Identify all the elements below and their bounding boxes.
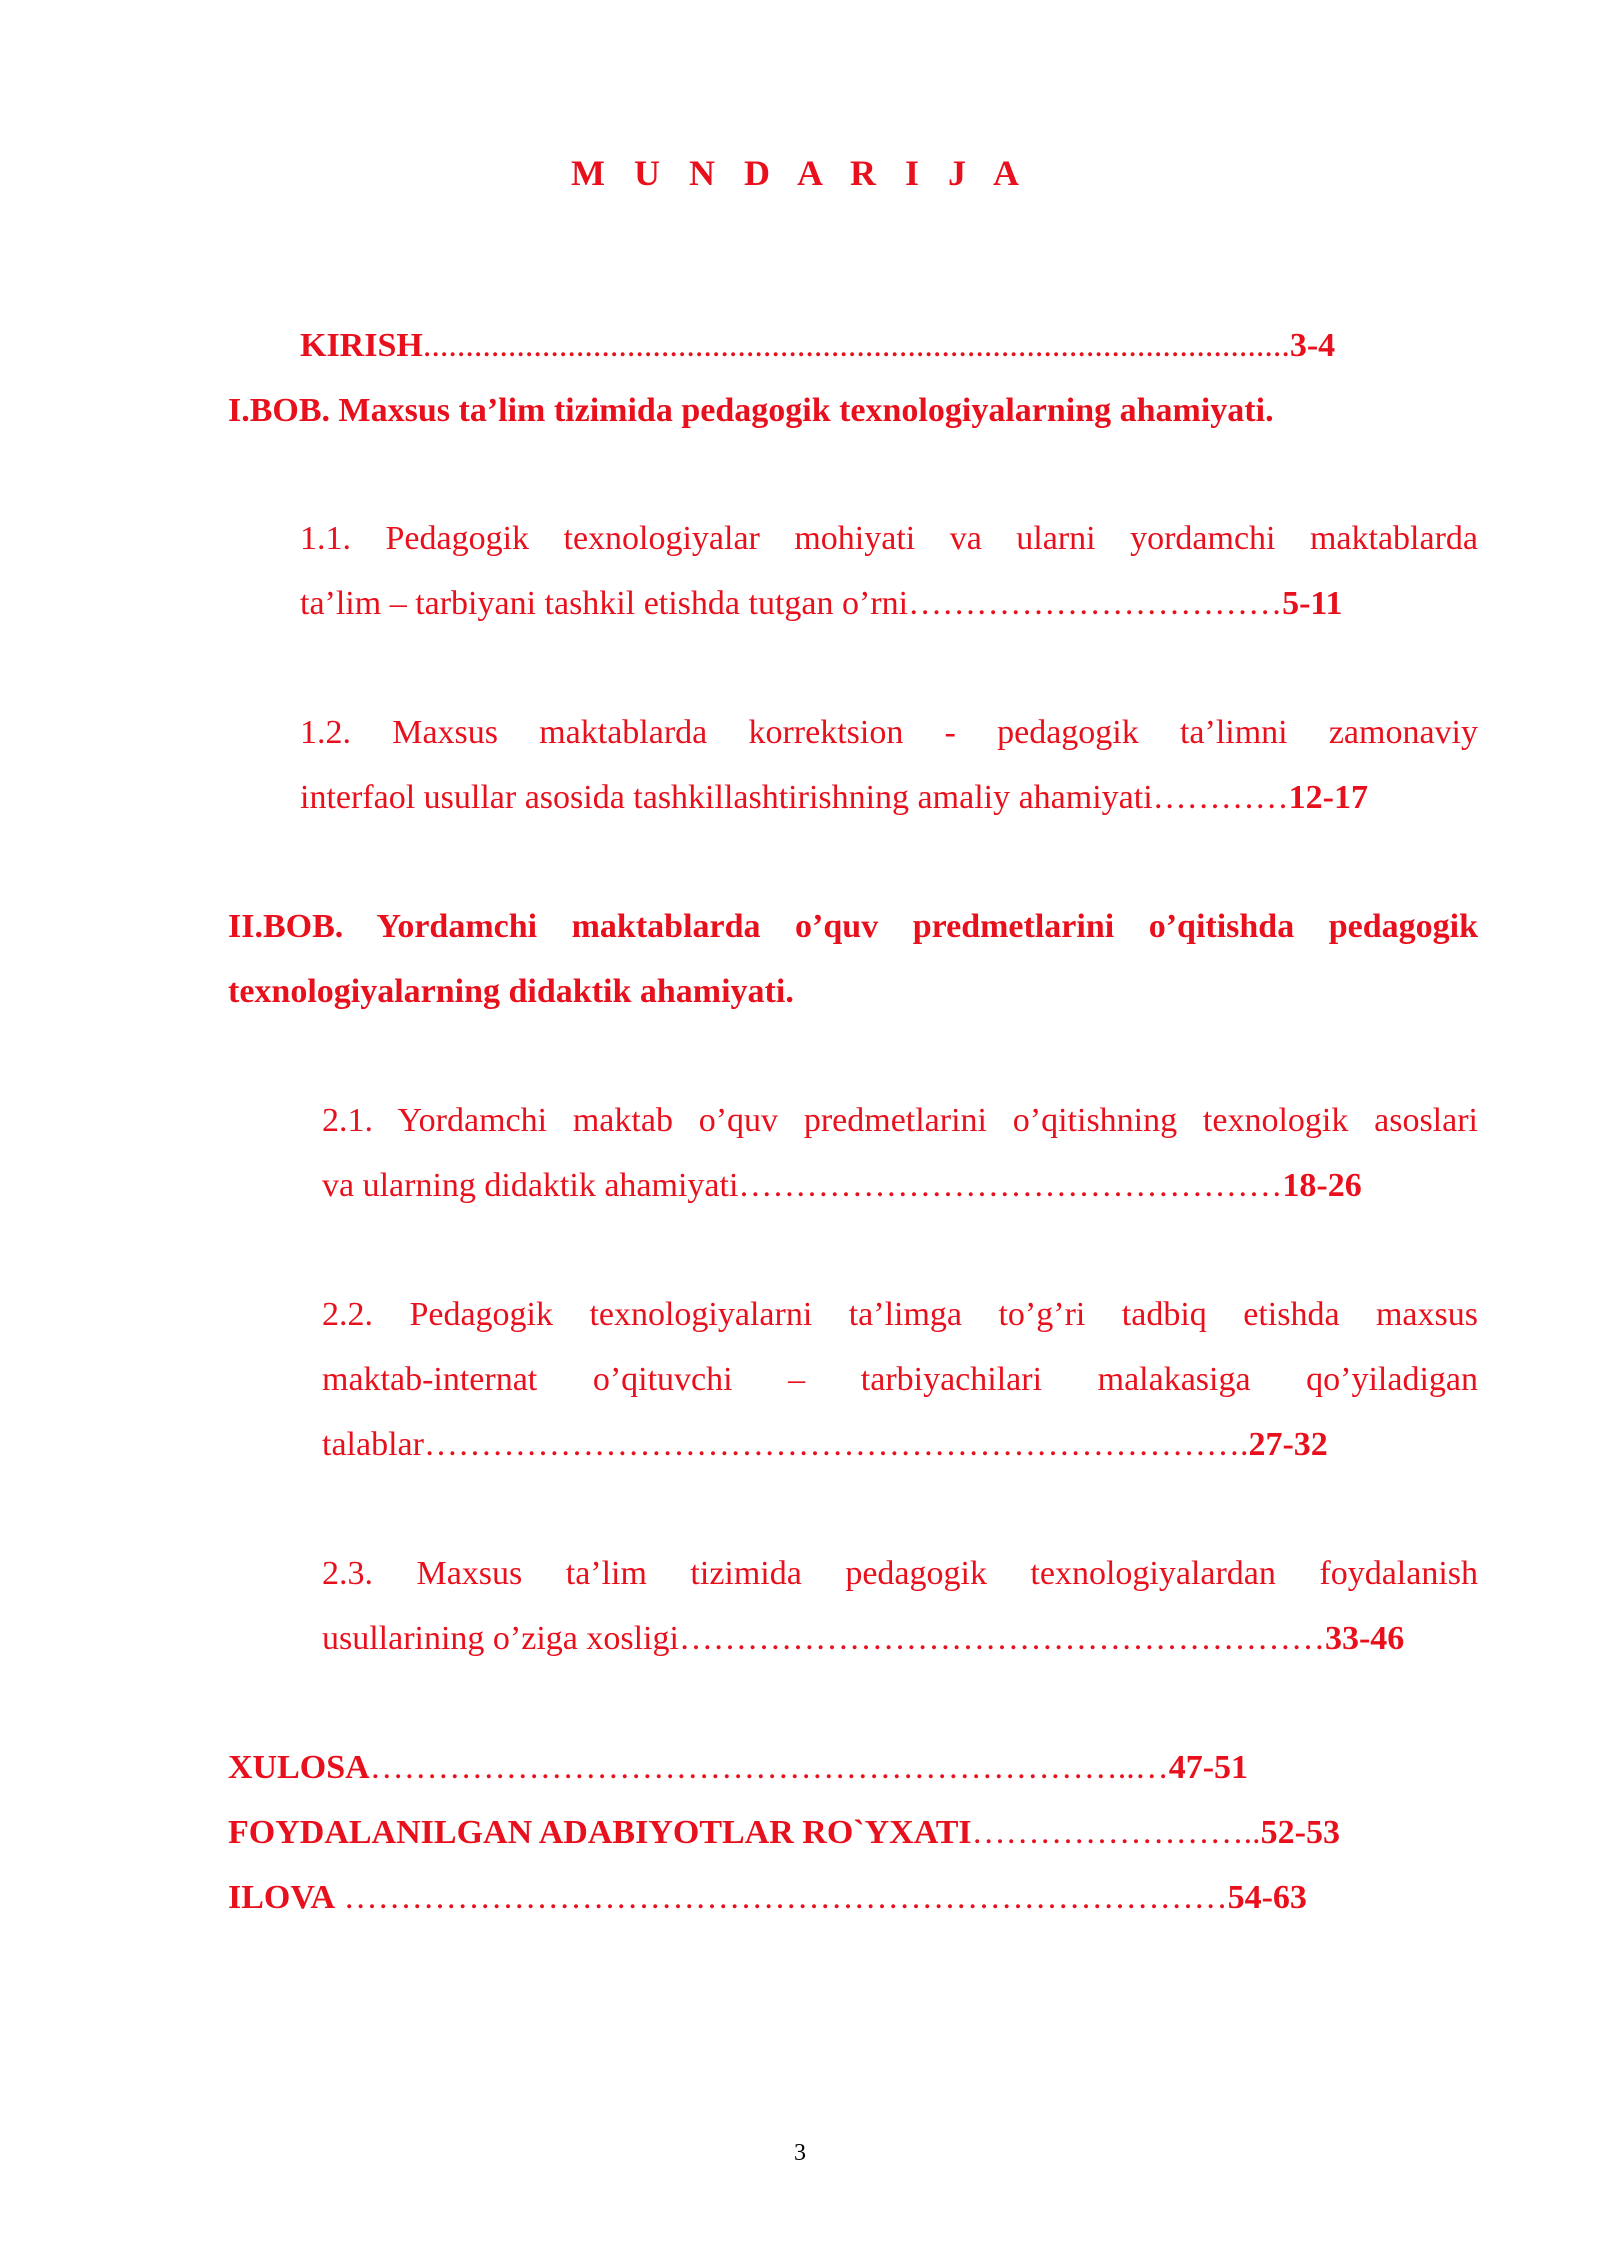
toc-section-2-2-line1: 2.2. Pedagogik texnologiyalarni ta’limga to’g’ri tadbiq etishda maxsus <box>322 1296 1478 1333</box>
toc-entry-ilova <box>228 1877 1307 1919</box>
toc-page: 18-26 <box>1282 1167 1362 1204</box>
toc-dots: ………………………………………………… <box>678 1620 1325 1657</box>
toc-section-2-1-line1: 2.1. Yordamchi maktab o’quv predmetlarini o’qitishning texnologik asoslari <box>322 1102 1478 1139</box>
toc-page: 33-46 <box>1324 1620 1405 1657</box>
toc-page: 54-63 <box>1227 1879 1307 1916</box>
toc-dots: …………………………………………………………..… <box>369 1749 1169 1786</box>
toc-text: talablar <box>322 1426 424 1463</box>
toc-section-2-3-line2 <box>322 1618 1404 1660</box>
toc-page: 52-53 <box>1260 1814 1340 1851</box>
toc-section-1-2-line2 <box>300 777 1368 819</box>
toc-section-2-1-line2 <box>322 1165 1362 1207</box>
page-title: M U N D A R I J A <box>570 153 1030 193</box>
toc-section-2-2-line2: maktab-internat o’qituvchi – tarbiyachilari malakasiga qo’yiladigan <box>322 1361 1478 1398</box>
toc-dots: ...................................................................................................... <box>422 327 1290 364</box>
toc-page: 5-11 <box>1282 585 1343 622</box>
toc-page: 3-4 <box>1289 327 1336 364</box>
toc-chapter-2-line2: texnologiyalarning didaktik ahamiyati. <box>228 973 794 1010</box>
toc-dots: …………………….. <box>971 1814 1261 1851</box>
toc-label: ILOVA <box>228 1879 336 1916</box>
toc-label: XULOSA <box>228 1749 370 1786</box>
toc-section-1-1-line1: 1.1. Pedagogik texnologiyalar mohiyati va ularni yordamchi maktablarda <box>300 520 1478 557</box>
toc-entry-references <box>228 1812 1340 1854</box>
toc-page: 47-51 <box>1168 1749 1249 1786</box>
page-number: 3 <box>794 2140 806 2166</box>
toc-label: FOYDALANILGAN ADABIYOTLAR RO`YXATI <box>228 1814 972 1851</box>
toc-dots: ………… <box>1152 779 1289 816</box>
toc-text: va ularning didaktik ahamiyati <box>322 1167 739 1204</box>
toc-dots: …………………………… <box>908 585 1283 622</box>
toc-section-1-1-line2 <box>300 583 1343 625</box>
toc-page: 12-17 <box>1288 779 1368 816</box>
toc-dots: ………………………………………… <box>738 1167 1283 1204</box>
toc-section-2-3-line1: 2.3. Maxsus ta’lim tizimida pedagogik texnologiyalardan foydalanish <box>322 1555 1478 1592</box>
toc-entry-xulosa <box>228 1747 1248 1789</box>
toc-chapter-1: I.BOB. Maxsus ta’lim tizimida pedagogik texnologiyalarning ahamiyati. <box>228 392 1274 429</box>
toc-page: 27-32 <box>1248 1426 1328 1463</box>
toc-section-2-2-line3 <box>322 1424 1328 1466</box>
toc-dots: …………………………………………………………………… <box>335 1879 1228 1916</box>
toc-section-1-2-line1: 1.2. Maxsus maktablarda korrektsion - pedagogik ta’limni zamonaviy <box>300 714 1478 751</box>
toc-text: usullarining o’ziga xosligi <box>322 1620 679 1657</box>
toc-text: ta’lim – tarbiyani tashkil etishda tutgan o’rni <box>300 585 909 622</box>
toc-label: KIRISH <box>300 327 423 364</box>
toc-chapter-2-line1: II.BOB. Yordamchi maktablarda o’quv predmetlarini o’qitishda pedagogik <box>228 908 1478 945</box>
toc-text: interfaol usullar asosida tashkillashtirishning amaliy ahamiyati <box>300 779 1153 816</box>
toc-entry-kirish <box>300 325 1335 367</box>
toc-dots: ………………………………………………………………. <box>423 1426 1249 1463</box>
